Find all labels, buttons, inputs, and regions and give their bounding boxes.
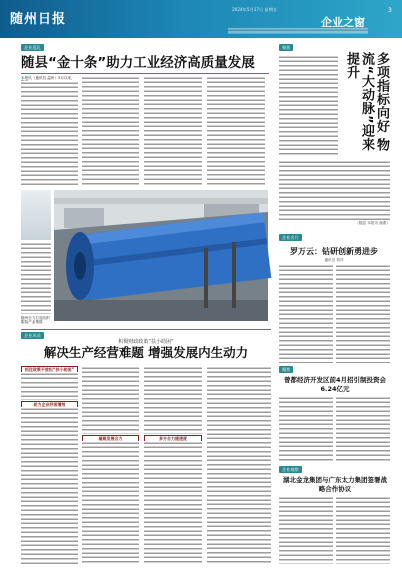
masthead xyxy=(0,0,402,38)
section-divider xyxy=(21,329,271,330)
fabric-roll-illustration xyxy=(54,190,268,321)
article6-headline: 湖北金龙集团与广东太力集团签署战略合作协议 xyxy=(283,476,387,493)
article1-col2 xyxy=(82,76,139,187)
article1-rule xyxy=(21,73,269,74)
article4-col2b xyxy=(82,441,139,564)
article5-tag: 聚焦 xyxy=(279,366,293,373)
factory-photo xyxy=(54,190,268,321)
article1-lead: 本报讯（通讯员 温州）5月以来， xyxy=(21,76,75,80)
masthead-contact-lines xyxy=(228,28,368,34)
article2-end: （随县 本报讯 谢燕） xyxy=(355,221,390,225)
article3-byline: 通讯员 刘洋 xyxy=(324,258,344,262)
photo-caption-lines xyxy=(21,242,51,314)
article4-kicker: 积极财政政策“扶小助困” xyxy=(118,339,174,345)
article1-col3 xyxy=(144,76,202,187)
article3-col1 xyxy=(279,264,333,363)
photo-caption: 随州全力打造纺织服装产业集群 xyxy=(21,316,50,325)
article1-tag: 企业巡礼 xyxy=(21,44,44,51)
article4-subhead-3: 凝聚发展合力 xyxy=(82,435,139,443)
article3-tag: 企业名片 xyxy=(279,234,302,241)
article5-headline: 曾都经济开发区前4月招引制投资会6.24亿元 xyxy=(283,376,387,393)
masthead-page-number: 3 xyxy=(388,7,392,14)
article6-tag: 企业观察 xyxy=(279,466,302,473)
article2-block2 xyxy=(279,160,390,220)
article3-col2 xyxy=(336,264,390,363)
article2-headline-text: 多项指标向好 物流“大动脉”迎来提升 xyxy=(344,52,389,152)
article4-headline: 解决生产经营难题 增强发展内生动力 xyxy=(43,345,249,360)
masthead-meta: 2024年5月17日 星期五 xyxy=(232,7,278,12)
article4-tag: 企业风采 xyxy=(21,332,44,339)
article6-col1 xyxy=(279,496,333,564)
article1-col1 xyxy=(21,81,78,187)
masthead-logo: 随州日报 xyxy=(10,12,67,27)
article1-headline: 随县“金十条”助力工业经济高质量发展 xyxy=(21,55,255,71)
article4-col1b xyxy=(21,407,78,564)
article4-subhead-1: 抓住政策不放松“扶小助困” xyxy=(21,366,78,374)
article4-col3a xyxy=(144,366,202,434)
article2-block1 xyxy=(279,55,338,157)
left-decorative-strip xyxy=(21,190,51,240)
article4-col1a xyxy=(21,372,78,400)
article3-headline: 罗万云：钻研创新勇进步 xyxy=(290,247,378,256)
article2-headline xyxy=(344,52,388,160)
article4-col3b xyxy=(144,441,202,564)
article5-col1 xyxy=(279,396,333,462)
article6-col2 xyxy=(336,496,390,564)
article2-tag: 聚焦 xyxy=(279,44,293,51)
article1-col4 xyxy=(207,76,265,187)
article4-col4 xyxy=(207,366,271,564)
section-title: 企业之窗 xyxy=(321,16,365,29)
article4-subhead-2: 助力企业纾困增效 xyxy=(21,401,78,409)
article4-subhead-4: 多方合力提速度 xyxy=(144,435,202,443)
article4-col2a xyxy=(82,366,139,434)
article5-col2 xyxy=(336,396,390,462)
